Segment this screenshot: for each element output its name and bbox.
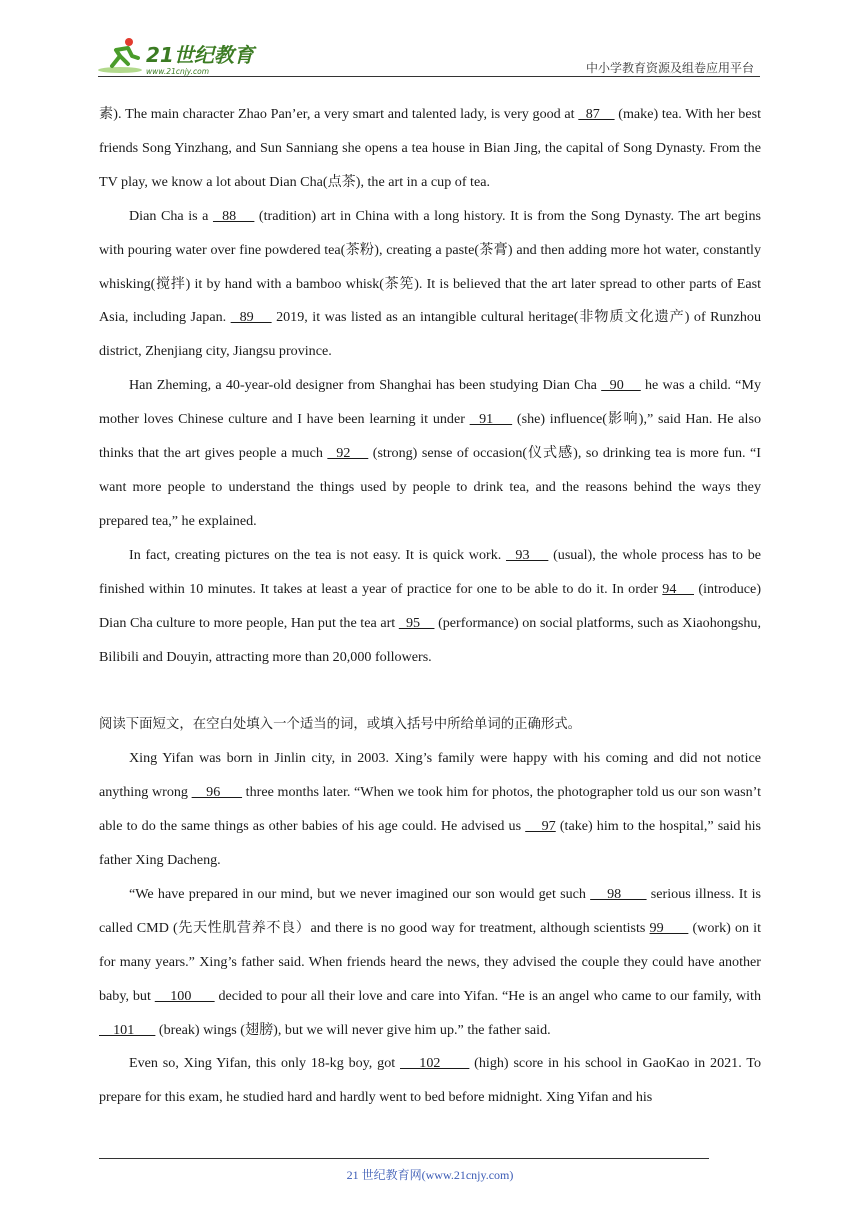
paragraph-text: (tradition) art in China with a long history. It is from the Song Dynasty. The art begins with pouring water over fine powdered tea(茶粉), creating a paste(茶膏) and then adding more hot water, constantly whisking(搅拌) it by hand with a bamboo whisk(茶筅). It is believed that the art later spread to other parts of East Asia, including Japan. (99, 207, 761, 326)
paragraph-text: 素). The main character Zhao Pan’er, a very smart and talented lady, is very good at (99, 106, 579, 122)
paragraph-text: (performance) on social platforms, such as Xiaohongshu, Bilibili and Douyin, attracting more than 20,000 followers. (99, 614, 761, 665)
svg-text:www.21cnjy.com: www.21cnjy.com (146, 67, 210, 76)
paragraph-text: In fact, creating pictures on the tea is not easy. It is quick work. (129, 546, 506, 563)
footer-divider (99, 1158, 709, 1159)
paragraph-text: (work) on it for many years.” Xing’s father said. When friends heard the news, they advised the couple they could have another baby, but (99, 919, 761, 1004)
answer-blank: 94 (662, 580, 694, 597)
answer-blank: 90 (601, 377, 641, 394)
paragraph (99, 200, 761, 370)
paragraph (99, 878, 761, 1048)
paragraph-text: (strong) sense of occasion(仪式感), so drinking tea is more fun. “I want more people to understand the things used by people to drink tea, and the reasons behind the ways they prepared tea,” he explained. (99, 445, 762, 529)
answer-blank: 99 (649, 919, 689, 936)
exercise-instruction: 阅读下面短文，在空白处填入一个适当的词，或填入括号中所给单词的正确形式。 (99, 717, 582, 733)
passage-xing-yifan (99, 742, 761, 1115)
answer-blank: 87 (578, 106, 615, 122)
paragraph-text: serious illness. It is called CMD (先天性肌营养不良）and there is no good way for treatment, although scientists (99, 885, 761, 936)
paragraph-text: Even so, Xing Yifan, this only 18-kg boy, got (129, 1055, 400, 1072)
answer-blank: 101 (99, 1021, 156, 1038)
paragraph-text: Dian Cha is a (129, 207, 213, 224)
paragraph-text: Han Zheming, a 40-year-old designer from Shanghai has been studying Dian Cha (129, 377, 602, 394)
header-divider (98, 76, 760, 77)
answer-blank: 93 (505, 546, 549, 563)
paragraph-text: decided to pour all their love and care into Yifan. “He is an angel who came to our family, with (214, 987, 762, 1004)
paragraph (99, 369, 761, 539)
paragraph-text: Xing Yifan was born in Jinlin city, in 2003. Xing’s family were happy with his coming and did not notice anything wrong (99, 750, 761, 801)
answer-blank: 100 (154, 987, 215, 1004)
paragraph (99, 742, 761, 878)
paragraph (99, 98, 761, 200)
footer-site: 21 世纪教育网(www.21cnjy.com) (346, 1168, 514, 1182)
answer-blank: 102 (399, 1055, 470, 1072)
paragraph-text: three months later. “When we took him for photos, the photographer told us our son wasn’t able to do the same things as other babies of his age could. He advised us (99, 784, 762, 835)
paragraph-text: (take) him to the hospital,” said his father Xing Dacheng. (99, 818, 762, 869)
answer-blank: 88 (212, 207, 255, 224)
paragraph (99, 539, 761, 675)
answer-blank: 95 (398, 614, 435, 631)
paragraph-text: (introduce) Dian Cha culture to more people, Han put the tea art (99, 580, 762, 631)
page-header (98, 28, 760, 78)
paragraph-text: “We have prepared in our mind, but we never imagined our son would get such (129, 885, 591, 902)
paragraph (99, 1047, 761, 1115)
answer-blank: 89 (230, 309, 272, 326)
paragraph-text: (high) score in his school in GaoKao in 2021. To prepare for this exam, he studied hard and hardly went to bed before midnight. Xing Yifan and his (99, 1055, 761, 1106)
document-body (99, 98, 761, 1115)
paragraph-text: (break) wings (翅膀), but we will never give him up.” the father said. (155, 1021, 551, 1038)
paragraph-text: 2019, it was listed as an intangible cultural heritage(非物质文化遗产) of Runzhou district, Zhenjiang city, Jiangsu province. (99, 309, 761, 360)
answer-blank: 97 (525, 818, 556, 835)
paragraph-text: (usual), the whole process has to be finished within 10 minutes. It takes at least a year of practice for one to be able to do it. In order (99, 546, 761, 597)
answer-blank: 96 (191, 784, 243, 801)
passage-tea-culture (99, 98, 761, 674)
answer-blank: 98 (590, 885, 647, 902)
header-platform-name: 中小学教育资源及组卷应用平台 (585, 61, 754, 75)
site-logo (98, 36, 278, 76)
answer-blank: 92 (327, 445, 369, 462)
svg-text:21世纪教育: 21世纪教育 (146, 43, 254, 67)
paragraph-text: he was a child. “My mother loves Chinese culture and I have been learning it under (99, 377, 762, 428)
answer-blank: 91 (469, 411, 513, 428)
section-spacer (99, 674, 761, 708)
paragraph-text: (make) tea. With her best friends Song Yinzhang, and Sun Sanniang she opens a tea house in Bian Jing, the capital of Song Dynasty. From the TV play, we know a lot about Dian Cha(点茶), the art in a cup of tea. (99, 106, 761, 190)
paragraph-text: (she) influence(影响),” said Han. He also thinks that the art gives people a much (99, 411, 762, 462)
